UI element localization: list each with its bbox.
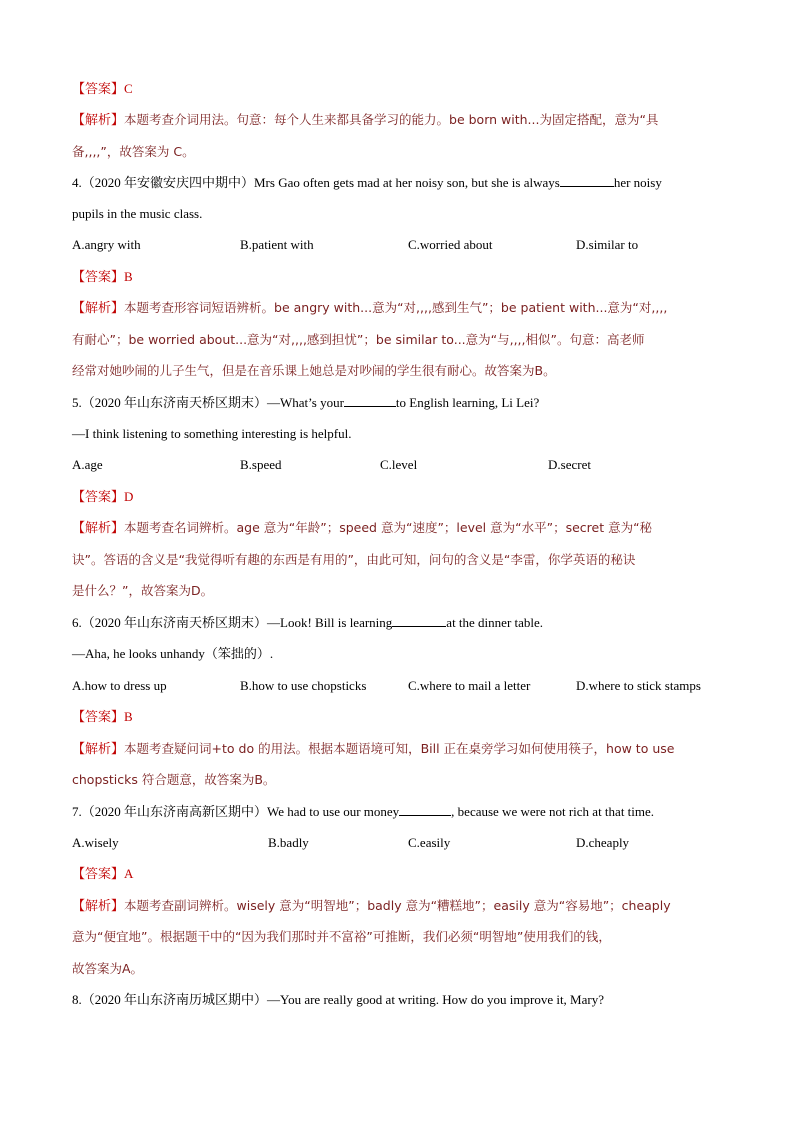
- analysis-text: 本题考查名词辨析。age 意为“年龄”；speed 意为“速度”；level 意为“水平”；secret 意为“秘: [124, 520, 653, 535]
- analysis-q6-line2: chopsticks 符合题意，故答案为B。: [72, 772, 276, 787]
- analysis-q3-line1: [72, 111, 724, 130]
- answer-line-q4: [72, 268, 724, 287]
- question-stem-text: 4.（2020 年安徽安庆四中期中）Mrs Gao often gets mad at her noisy son, but she is always: [72, 175, 560, 190]
- question-8-stem-line1: 8.（2020 年山东济南历城区期中）—You are really good at writing. How do you improve it, Mary?: [72, 992, 604, 1007]
- question-7-stem-line1: [72, 803, 724, 821]
- option-a: A.angry with: [72, 237, 141, 252]
- analysis-q3-line2: 备,,,,”，故答案为 C。: [72, 144, 195, 159]
- analysis-q5-line2: 诀”。答语的含义是“我觉得听有趣的东西是有用的”，由此可知，问句的含义是“李雷，你学英语的秘诀: [72, 552, 636, 567]
- question-6-options: [72, 677, 732, 695]
- question-7-options: [72, 834, 732, 852]
- analysis-q4-line3: 经常对她吵闹的儿子生气，但是在音乐课上她总是对吵闹的学生很有耐心。故答案为B。: [72, 363, 556, 378]
- option-c: C.worried about: [408, 237, 493, 252]
- option-c: C.where to mail a letter: [408, 678, 531, 693]
- answer-value: A: [124, 866, 134, 881]
- answer-label: 【答案】: [72, 270, 125, 285]
- analysis-text: 本题考查疑问词+to do 的用法。根据本题语境可知，Bill 正在桌旁学习如何使用筷子，how to use: [124, 741, 675, 756]
- analysis-text: 本题考查形容词短语辨析。be angry with...意为“对,,,,感到生气”；be patient with...意为“对,,,,: [124, 300, 668, 315]
- question-stem-text: , because we were not rich at that time.: [451, 804, 655, 819]
- answer-value: B: [124, 709, 133, 724]
- analysis-q5-line1: [72, 519, 724, 538]
- answer-value: C: [124, 81, 133, 96]
- option-c: C.easily: [408, 835, 451, 850]
- option-b: B.speed: [240, 457, 282, 472]
- answer-label: 【答案】: [72, 490, 125, 505]
- option-a: A.wisely: [72, 835, 119, 850]
- option-d: D.where to stick stamps: [576, 678, 701, 693]
- answer-value: B: [124, 269, 133, 284]
- question-stem-text: to English learning, Li Lei?: [395, 395, 540, 410]
- answer-value: D: [124, 489, 134, 504]
- analysis-q7-line2: 意为“便宜地”。根据题干中的“因为我们那时并不富裕”可推断，我们必须“明智地”使用我们的钱，: [72, 929, 611, 944]
- answer-blank: [344, 394, 396, 407]
- analysis-q6-line1: [72, 740, 724, 759]
- option-d: D.similar to: [576, 237, 639, 252]
- analysis-label: 【解析】: [72, 301, 125, 316]
- question-stem-text: 5.（2020 年山东济南天桥区期末）—What’s your: [72, 395, 344, 410]
- analysis-q7-line3: 故答案为A。: [72, 961, 144, 976]
- question-4-stem-line1: [72, 174, 724, 192]
- answer-blank: [560, 174, 614, 187]
- option-a: A.age: [72, 457, 103, 472]
- analysis-text: 本题考查副词辨析。wisely 意为“明智地”；badly 意为“糟糕地”；easily 意为“容易地”；cheaply: [124, 898, 671, 913]
- analysis-q4-line1: [72, 299, 724, 318]
- analysis-label: 【解析】: [72, 521, 125, 536]
- analysis-q4-line2: 有耐心”；be worried about...意为“对,,,,感到担忧”；be similar to...意为“与,,,,相似”。句意：高老师: [72, 332, 645, 347]
- answer-line-q7: [72, 865, 724, 884]
- analysis-label: 【解析】: [72, 899, 125, 914]
- question-5-stem-line2: —I think listening to something interesting is helpful.: [72, 426, 352, 441]
- option-d: D.cheaply: [576, 835, 630, 850]
- analysis-text: 本题考查介词用法。句意：每个人生来都具备学习的能力。be born with...为固定搭配，意为“具: [124, 112, 659, 127]
- answer-label: 【答案】: [72, 867, 125, 882]
- question-stem-text: 6.（2020 年山东济南天桥区期末）—Look! Bill is learning: [72, 615, 393, 630]
- answer-blank: [392, 614, 446, 627]
- option-b: B.patient with: [240, 237, 314, 252]
- option-b: B.badly: [268, 835, 309, 850]
- option-a: A.how to dress up: [72, 678, 167, 693]
- analysis-q5-line3: 是什么？”，故答案为D。: [72, 583, 214, 598]
- question-stem-text: her noisy: [613, 175, 662, 190]
- question-5-options: [72, 456, 732, 474]
- option-d: D.secret: [548, 457, 591, 472]
- question-5-stem-line1: [72, 394, 724, 412]
- analysis-label: 【解析】: [72, 742, 125, 757]
- question-stem-text: 7.（2020 年山东济南高新区期中）We had to use our money: [72, 804, 400, 819]
- option-c: C.level: [380, 457, 418, 472]
- analysis-label: 【解析】: [72, 113, 125, 128]
- answer-line-q3: [72, 80, 724, 99]
- analysis-q7-line1: [72, 897, 724, 916]
- question-4-options: [72, 236, 732, 254]
- answer-line-q5: [72, 488, 724, 507]
- answer-label: 【答案】: [72, 710, 125, 725]
- question-6-stem-line1: [72, 614, 724, 632]
- question-6-stem-line2: —Aha, he looks unhandy（笨拙的）.: [72, 646, 274, 661]
- answer-line-q6: [72, 708, 724, 727]
- answer-blank: [399, 803, 451, 816]
- question-stem-text: at the dinner table.: [446, 615, 544, 630]
- option-b: B.how to use chopsticks: [240, 678, 367, 693]
- question-4-stem-line2: pupils in the music class.: [72, 206, 203, 221]
- answer-label: 【答案】: [72, 82, 125, 97]
